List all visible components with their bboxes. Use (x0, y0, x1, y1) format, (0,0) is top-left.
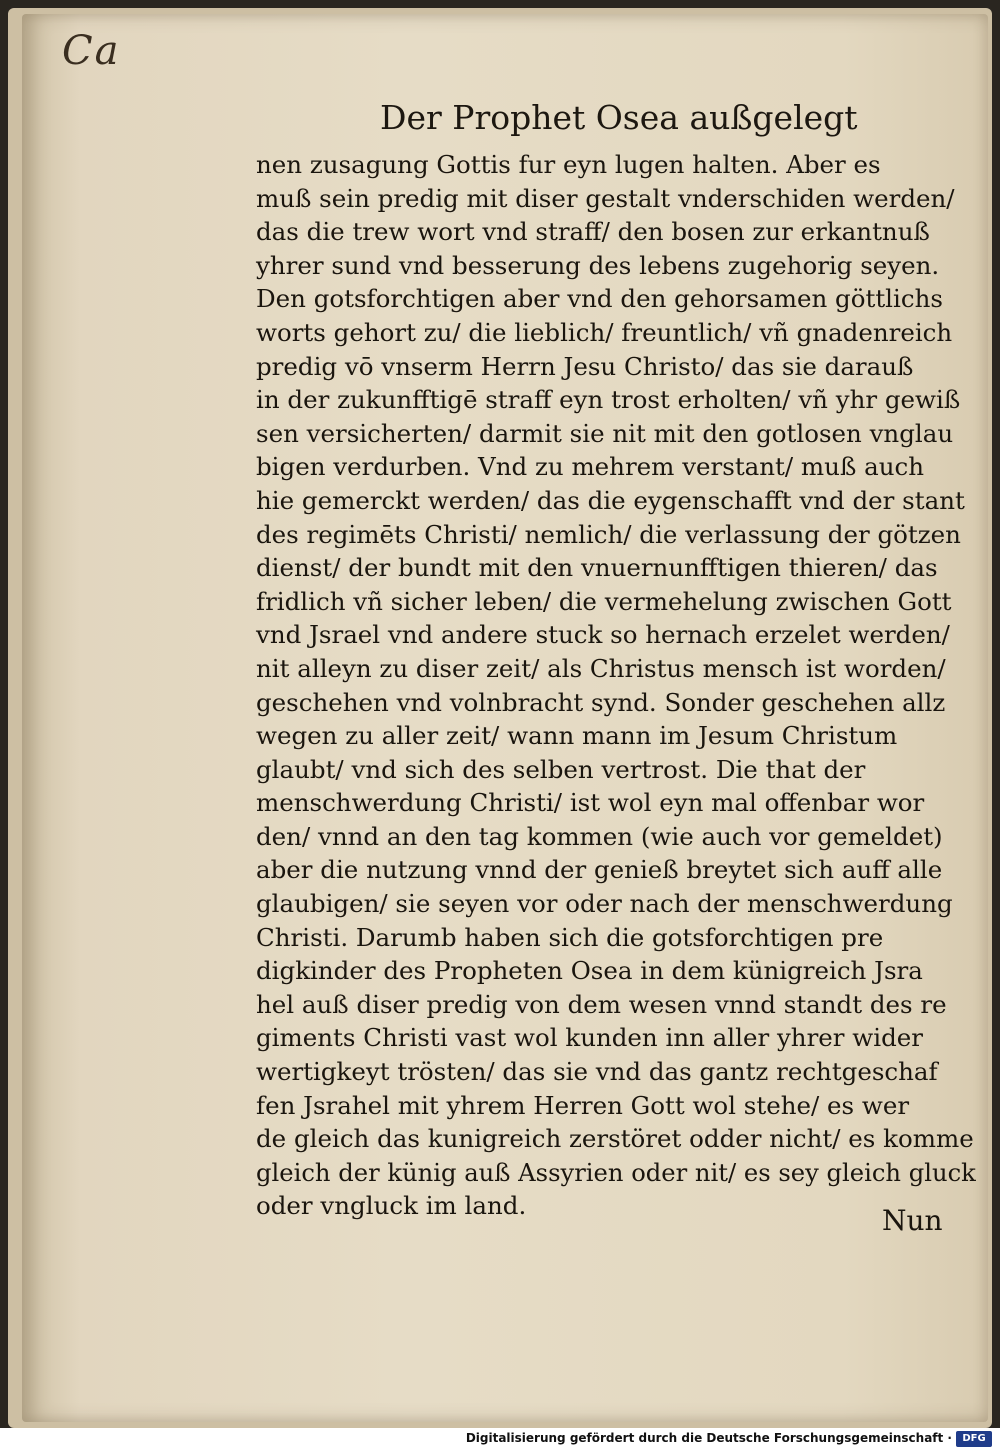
text-line: Den gotsforchtigen aber vnd den gehorsamen göttlichs (256, 284, 943, 314)
text-line: de gleich das kunigreich zerstöret odder nicht/ es komme (256, 1124, 974, 1154)
running-head: Der Prophet Osea außgelegt (380, 98, 858, 137)
text-line: menschwerdung Christi/ ist wol eyn mal offenbar wor (256, 788, 925, 818)
text-line: giments Christi vast wol kunden inn aller yhrer wider (256, 1023, 923, 1053)
text-line: glaubt/ vnd sich des selben vertrost. Die that der (256, 754, 866, 784)
catchword: Nun (882, 1204, 943, 1237)
text-line: vnd Jsrael vnd andere stuck so hernach erzelet werden/ (256, 620, 950, 650)
text-line: hie gemerckt werden/ das die eygenschafft vnd der stant (256, 485, 965, 515)
text-line: nit alleyn zu diser zeit/ als Christus mensch ist worden/ (256, 653, 946, 683)
text-line: den/ vnnd an den tag kommen (wie auch vor gemeldet) (256, 821, 943, 851)
text-line: hel auß diser predig von dem wesen vnnd standt des re (256, 989, 947, 1019)
text-line: fridlich vñ sicher leben/ die vermehelung zwischen Gott (256, 586, 952, 616)
text-line: worts gehort zu/ die lieblich/ freuntlich/ vñ gnadenreich (256, 317, 953, 347)
text-line: muß sein predig mit diser gestalt vnderschiden werden/ (256, 183, 955, 213)
text-line: oder vngluck im land. (256, 1191, 527, 1221)
text-line: in der zukunfftigē straff eyn trost erholten/ vñ yhr gewiß (256, 385, 961, 415)
text-line: glaubigen/ sie seyen vor oder nach der menschwerdung (256, 889, 953, 919)
text-line: predig vō vnserm Herrn Jesu Christo/ das sie darauß (256, 351, 914, 381)
text-line: wegen zu aller zeit/ wann mann im Jesum Christum (256, 721, 898, 751)
signature-mark: Ca (62, 28, 121, 74)
funding-credit: Digitalisierung gefördert durch die Deutsche Forschungsgemeinschaft · (465, 1431, 952, 1445)
text-line: des regimēts Christi/ nemlich/ die verlassung der götzen (256, 519, 961, 549)
text-line: das die trew wort vnd straff/ den bosen zur erkantnuß (256, 217, 930, 247)
text-line: dienst/ der bundt mit den vnuernunfftigen thieren/ das (256, 553, 938, 583)
dfg-logo: DFG (956, 1431, 992, 1447)
text-line: digkinder des Propheten Osea in dem künigreich Jsra (256, 956, 923, 986)
text-line: gleich der künig auß Assyrien oder nit/ es sey gleich gluck (256, 1157, 976, 1187)
text-line: Christi. Darumb haben sich die gotsforchtigen pre (256, 922, 884, 952)
text-line: geschehen vnd volnbracht synd. Sonder geschehen allz (256, 687, 946, 717)
text-line: nen zusagung Gottis fur eyn lugen halten. Aber es (256, 150, 881, 179)
text-line: fen Jsrahel mit yhrem Herren Gott wol stehe/ es wer (256, 1090, 910, 1120)
text-line: aber die nutzung vnnd der genieß breytet sich auff alle (256, 855, 943, 885)
text-line: wertigkeyt trösten/ das sie vnd das gantz rechtgeschaf (256, 1057, 938, 1087)
text-line: sen versicherten/ darmit sie nit mit den gotlosen vnglau (256, 418, 954, 448)
text-line: bigen verdurben. Vnd zu mehrem verstant/ muß auch (256, 452, 924, 482)
text-line: yhrer sund vnd besserung des lebens zugehorig seyen. (256, 250, 940, 280)
body-text (256, 148, 976, 1223)
